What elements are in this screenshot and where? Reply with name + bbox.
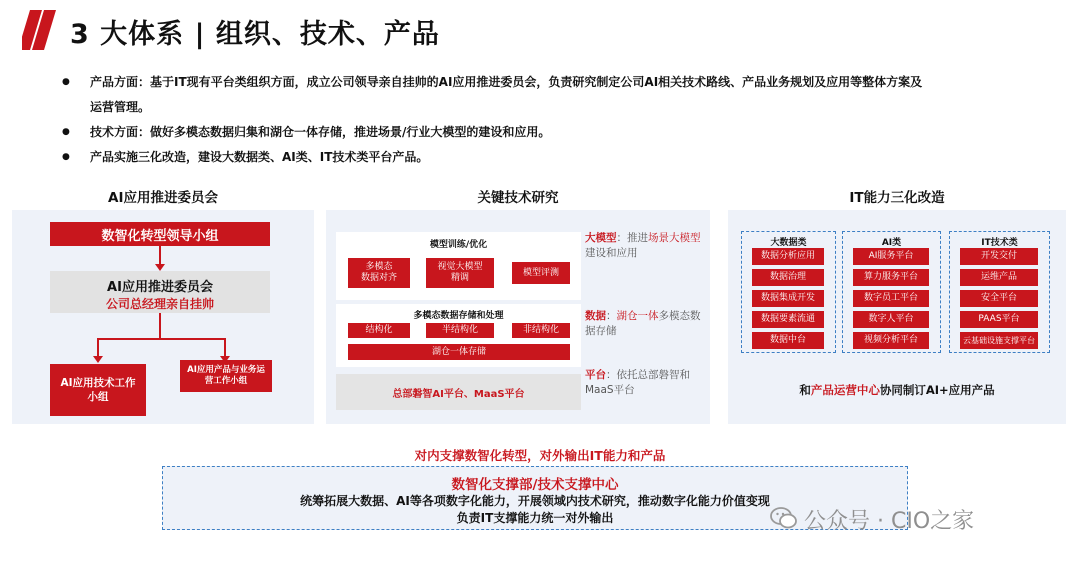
chip-model-eval: 模型评测 (512, 262, 570, 284)
tagline: 对内支撑数智化转型，对外输出IT能力和产品 (414, 448, 666, 463)
it-chip: 数据治理 (752, 269, 824, 286)
it-section-title: IT能力三化改造 (849, 190, 945, 206)
it-footer: 和产品运营中心协同制订AI+应用产品 (799, 383, 995, 397)
committee-box: AI应用推进委员会 公司总经理亲自挂帅 (50, 271, 270, 313)
note-platform: 平台：依托总部磐智和MaaS平台 (585, 369, 690, 396)
bullet-item: ● 产品实施三化改造，建设大数据类、AI类、IT技术类平台产品。 (62, 145, 1052, 170)
connector-line (159, 313, 161, 339)
tech-section-title: 关键技术研究 (477, 190, 559, 206)
it-chip: 数据要素流通 (752, 311, 824, 328)
org-section-title: AI应用推进委员会 (108, 190, 218, 206)
it-chip: 数据分析应用 (752, 248, 824, 265)
bullet-list (62, 70, 1052, 170)
chip-lakehouse: 湖仓一体存储 (348, 344, 570, 360)
it-chip: 算力服务平台 (853, 269, 929, 286)
it-chip: 安全平台 (960, 290, 1038, 307)
product-workgroup-box: AI应用产品与业务运营工作小组 (180, 360, 272, 392)
column-bigdata: 大数据类 数据分析应用 数据治理 数据集成开发 数据要素流通 数据中台 (741, 231, 836, 353)
it-panel (728, 210, 1066, 424)
data-storage-block: 多模态数据存储和处理 结构化 半结构化 非结构化 湖仓一体存储 (336, 304, 581, 367)
support-center-line2: 负责IT支撑能力统一对外输出 (456, 511, 614, 525)
note-model: 大模型：推进场景大模型建设和应用 (585, 232, 701, 259)
watermark-text: 公众号 · CIO之家 (804, 509, 975, 534)
connector-line (97, 338, 225, 340)
tech-panel (326, 210, 710, 424)
it-chip: 运维产品 (960, 269, 1038, 286)
it-chip: 云基础设施支撑平台 (960, 332, 1038, 349)
chip-structured: 结构化 (348, 323, 410, 338)
org-panel (12, 210, 314, 424)
connector-line (224, 338, 226, 358)
chip-semi-structured: 半结构化 (426, 323, 494, 338)
model-training-block: 模型训练/优化 多模态 数据对齐 视觉大模型 精调 模型评测 (336, 232, 581, 300)
arrow-down-icon (93, 356, 103, 363)
it-chip: AI服务平台 (853, 248, 929, 265)
brand-logo-icon (22, 10, 56, 50)
wechat-icon (770, 506, 798, 530)
column-ittech: IT技术类 开发交付 运维产品 安全平台 PAAS平台 云基础设施支撑平台 (949, 231, 1050, 353)
support-center-line1: 统筹拓展大数据、AI等各项数字化能力，开展领域内技术研究，推动数字化能力价值变现 (300, 494, 770, 508)
chip-vision-model: 视觉大模型 精调 (426, 258, 494, 288)
arrow-down-icon (155, 264, 165, 271)
page-title: 3 大体系 | 组织、技术、产品 (70, 19, 440, 50)
note-data: 数据：湖仓一体多模态数据存储 (585, 310, 701, 337)
it-chip: 数字员工平台 (853, 290, 929, 307)
it-chip: 数据中台 (752, 332, 824, 349)
column-ai: AI类 AI服务平台 算力服务平台 数字员工平台 数字人平台 视频分析平台 (842, 231, 941, 353)
it-chip: 开发交付 (960, 248, 1038, 265)
tech-workgroup-box: AI应用技术工作小组 (50, 364, 146, 416)
it-chip: 数字人平台 (853, 311, 929, 328)
connector-line (97, 338, 99, 358)
support-center-title: 数智化支撑部/技术支撑中心 (451, 477, 619, 493)
it-chip: 视频分析平台 (853, 332, 929, 349)
chip-unstructured: 非结构化 (512, 323, 570, 338)
platform-box: 总部磐智AI平台、MaaS平台 (336, 374, 581, 410)
chip-multimodal-align: 多模态 数据对齐 (348, 258, 410, 288)
leader-group-box: 数智化转型领导小组 (50, 222, 270, 246)
bullet-item: ● 产品方面：基于IT现有平台类组织方面，成立公司领导亲自挂帅的AI应用推进委员会，负责研究制定公司AI相关技术路线、产品业务规划及应用等整体方案及 运营管理。 (62, 70, 1052, 120)
it-chip: PAAS平台 (960, 311, 1038, 328)
it-chip: 数据集成开发 (752, 290, 824, 307)
bullet-item: ● 技术方面：做好多模态数据归集和湖仓一体存储，推进场景/行业大模型的建设和应用。 (62, 120, 1052, 145)
